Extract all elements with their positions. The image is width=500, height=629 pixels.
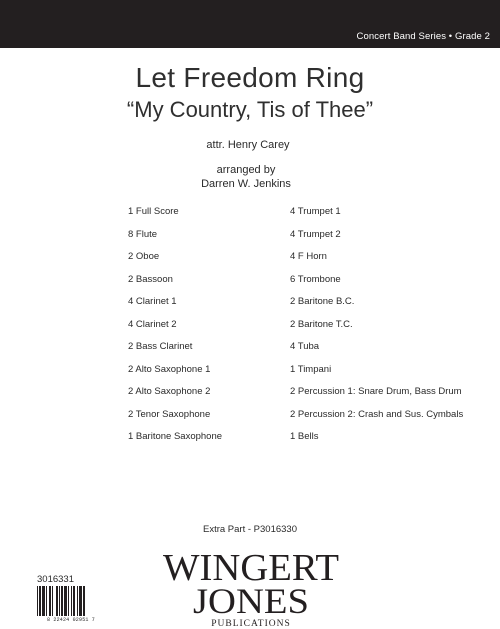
composer-credit: attr. Henry Carey xyxy=(206,139,290,151)
part-item: 8 Flute xyxy=(128,228,158,240)
part-item: 1 Baritone Saxophone xyxy=(128,431,223,442)
part-item: 2 Baritone T.C. xyxy=(290,318,353,330)
publisher-logo-line3: PUBLICATIONS xyxy=(211,619,291,629)
barcode-bar xyxy=(83,586,85,616)
barcode-bar xyxy=(37,586,38,616)
barcode-bar xyxy=(49,586,51,616)
product-number: 3016331 xyxy=(37,574,74,585)
publisher-logo-line1: WINGERT xyxy=(163,547,339,589)
header-bar xyxy=(0,0,500,48)
parts-list-right xyxy=(290,205,463,453)
part-item: 2 Tenor Saxophone xyxy=(128,408,211,420)
extra-part-label: Extra Part - P3016330 xyxy=(203,524,297,535)
part-item: 4 Trumpet 1 xyxy=(290,206,341,217)
arranger-credit xyxy=(0,163,492,191)
barcode-bar xyxy=(46,586,47,616)
part-item: 2 Bass Clarinet xyxy=(128,341,193,352)
part-item: 2 Baritone B.C. xyxy=(290,296,355,307)
page-subtitle: “My Country, Tis of Thee” xyxy=(126,97,374,122)
barcode-digits: 8 22424 02951 7 xyxy=(46,617,95,623)
barcode-icon xyxy=(37,586,105,616)
publisher-logo-line2: JONES xyxy=(193,581,309,621)
barcode-bar xyxy=(77,586,78,616)
barcode-bar xyxy=(61,586,63,616)
part-item: 4 Trumpet 2 xyxy=(290,228,341,240)
part-item: 2 Alto Saxophone 2 xyxy=(128,386,211,397)
barcode-bar xyxy=(73,586,75,616)
part-item: 4 F Horn xyxy=(290,251,327,262)
part-item: 1 Bells xyxy=(290,431,319,442)
part-item: 1 Timpani xyxy=(290,363,332,375)
part-item: 2 Alto Saxophone 1 xyxy=(128,363,211,375)
arranger-name: Darren W. Jenkins xyxy=(201,178,291,190)
part-item: 4 Tuba xyxy=(290,341,320,352)
barcode-bar xyxy=(71,586,72,616)
barcode-bar xyxy=(52,586,53,616)
part-item: 2 Percussion 1: Snare Drum, Bass Drum xyxy=(290,386,462,397)
barcode-bar xyxy=(79,586,82,616)
part-item: 4 Clarinet 2 xyxy=(128,318,177,330)
series-label: Concert Band Series • Grade 2 xyxy=(356,31,490,42)
barcode-bar xyxy=(64,586,67,616)
part-item: 6 Trombone xyxy=(290,273,341,285)
part-item: 2 Bassoon xyxy=(128,273,173,285)
barcode-bar xyxy=(39,586,41,616)
barcode-bar xyxy=(42,586,45,616)
barcode-bar xyxy=(56,586,58,616)
arranged-by-label: arranged by xyxy=(216,164,276,176)
part-item: 4 Clarinet 1 xyxy=(128,296,177,307)
part-item: 2 Oboe xyxy=(128,251,160,262)
part-item: 1 Full Score xyxy=(128,206,179,217)
parts-list-left xyxy=(128,205,222,453)
part-item: 2 Percussion 2: Crash and Sus. Cymbals xyxy=(290,408,464,420)
page-title: Let Freedom Ring xyxy=(135,62,365,93)
barcode-bar xyxy=(68,586,69,616)
barcode-bar xyxy=(59,586,60,616)
publisher-logo xyxy=(160,546,342,629)
